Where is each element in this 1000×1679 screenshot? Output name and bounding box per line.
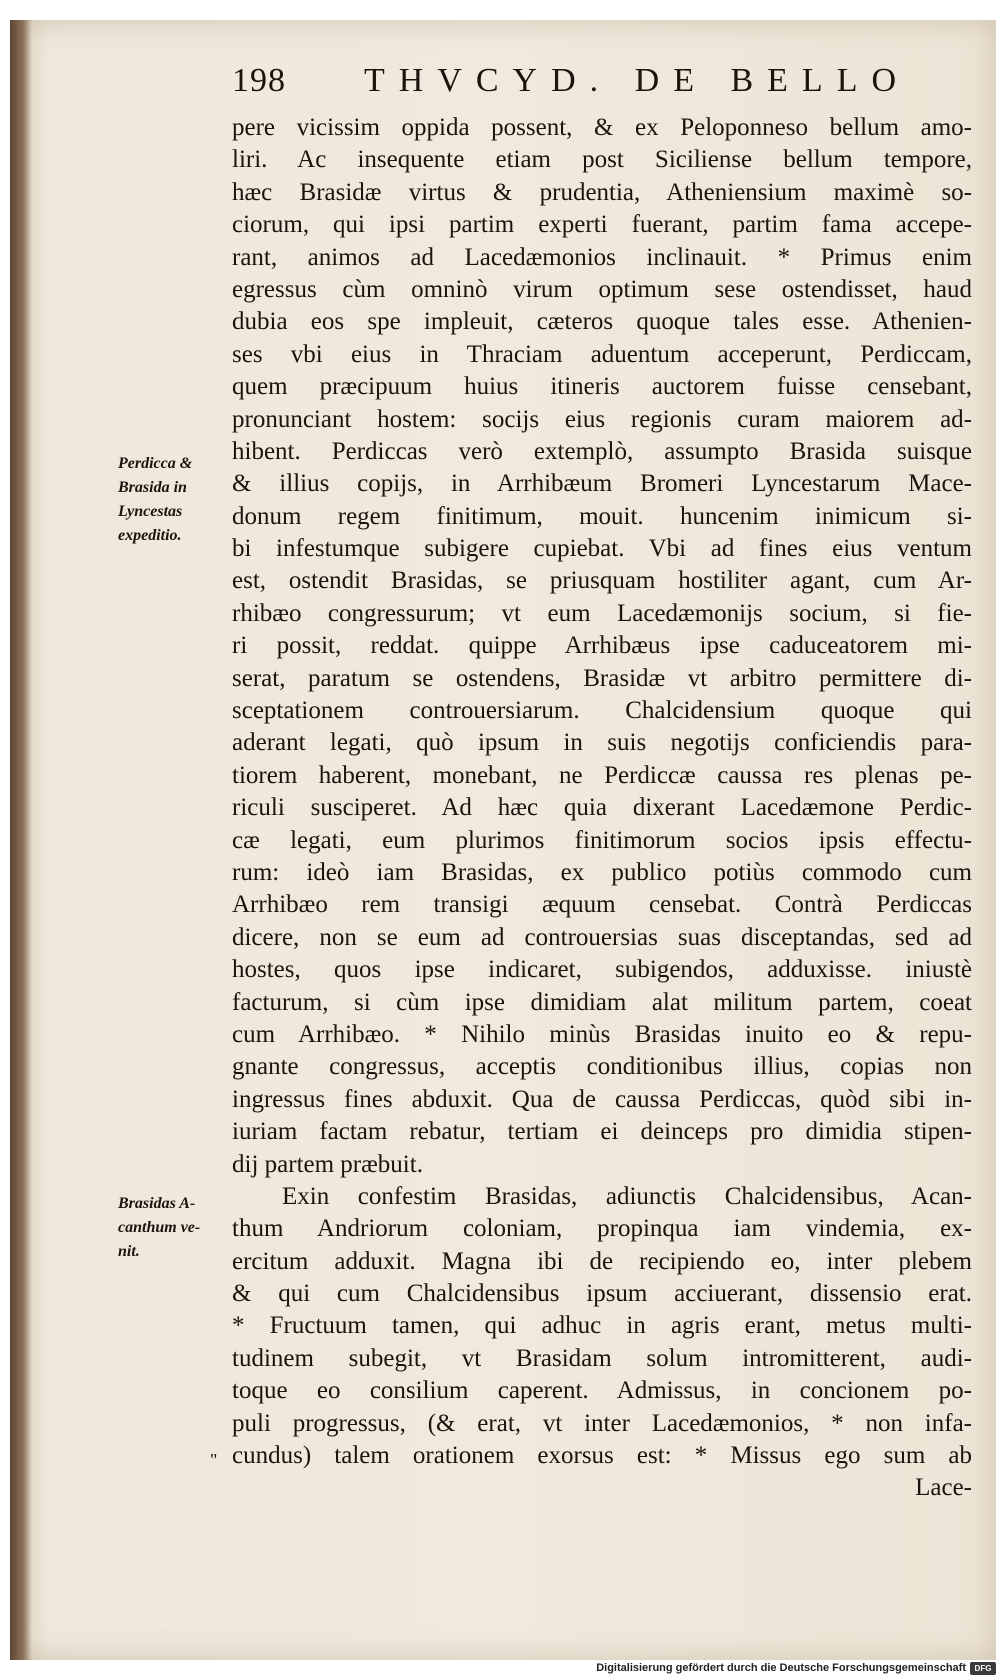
- text-line: rum: ideò iam Brasidas, ex publico potiùs commodo cum: [232, 858, 972, 886]
- text-line: cum Arrhibæo. * Nihilo minùs Brasidas inuito eo & repu-: [232, 1020, 972, 1048]
- text-line: rant, animos ad Lacedæmonios inclinauit. * Primus enim: [232, 243, 972, 271]
- text-line: Arrhibæo rem transigi æquum censebat. Contrà Perdiccas: [232, 891, 972, 919]
- margin-note-line: canthum ve-: [118, 1219, 201, 1236]
- text-line: puli progressus, (& erat, vt inter Lacedæmonios, * non infa-: [232, 1409, 972, 1437]
- text-line: gnante congressus, acceptis conditionibus illius, copias non: [232, 1053, 972, 1081]
- text-line: bi infestumque subigere cupiebat. Vbi ad fines eius ventum: [232, 535, 972, 563]
- running-title: THVCYD. DE BELLO: [364, 62, 911, 99]
- text-line: pronunciant hostem: socijs eius regionis curam maiorem ad-: [232, 405, 972, 433]
- text-line: ercitum adduxit. Magna ibi de recipiendo eo, inter plebem: [232, 1247, 972, 1275]
- text-line: egressus cùm omninò virum optimum sese ostendisset, haud: [232, 275, 972, 303]
- text-line: ciorum, qui ipsi partim experti fuerant, partim fama accepe-: [232, 211, 972, 239]
- text-line: ri possit, reddat. quippe Arrhibæus ipse caduceatorem mi-: [232, 632, 972, 660]
- text-line: & qui cum Chalcidensibus ipsum acciuerant, dissensio erat.: [232, 1280, 972, 1308]
- margin-note-line: Lyncestas: [118, 503, 183, 520]
- quotation-mark: ": [210, 1450, 218, 1470]
- page-header: [232, 62, 922, 110]
- text-line: facturum, si cùm ipse dimidiam alat militum partem, coeat: [232, 988, 972, 1016]
- text-line: hæc Brasidæ virtus & prudentia, Atheniensium maximè so-: [232, 178, 972, 206]
- text-line: rhibæo congressurum; vt eum Lacedæmonijs socium, si fie-: [232, 599, 972, 627]
- book-binding-edge: [10, 20, 32, 1660]
- text-line: dubia eos spe impleuit, cæteros quoque tales esse. Athenien-: [232, 308, 972, 336]
- body-text: [232, 112, 972, 1505]
- text-line: tudinem subegit, vt Brasidam solum intromitterent, audi-: [232, 1344, 972, 1372]
- text-line: cæ legati, eum plurimos finitimorum socios ipsis effectu-: [232, 826, 972, 854]
- text-line: dicere, non se eum ad controuersias suas disceptandas, sed ad: [232, 923, 972, 951]
- text-line: serat, paratum se ostendens, Brasidæ vt arbitro permittere di-: [232, 664, 972, 692]
- text-line: & illius copijs, in Arrhibæum Bromeri Lyncestarum Mace-: [232, 470, 972, 498]
- page-number: 198: [232, 62, 286, 99]
- text-line: hostes, quos ipse indicaret, subigendos, adduxisse. iniustè: [232, 956, 972, 984]
- margin-note-line: expeditio.: [118, 527, 182, 544]
- paragraph-start-line: Exin confestim Brasidas, adiunctis Chalcidensibus, Acan-: [282, 1182, 972, 1210]
- text-line: sceptationem controuersiarum. Chalcidensium quoque qui: [232, 697, 972, 725]
- text-line: ingressus fines abduxit. Qua de caussa Perdiccas, quòd sibi in-: [232, 1085, 972, 1113]
- text-line: pere vicissim oppida possent, & ex Peloponneso bellum amo-: [232, 114, 972, 141]
- text-line: tiorem haberent, monebant, ne Perdiccæ caussa res plenas pe-: [232, 761, 972, 789]
- margin-note-line: nit.: [118, 1243, 140, 1260]
- margin-note-perdicca: [118, 452, 230, 548]
- margin-note-line: Brasida in: [118, 479, 187, 496]
- text-line: cundus) talem orationem exorsus est: * Missus ego sum ab: [232, 1442, 972, 1470]
- text-line: aderant legati, quò ipsum in suis negotijs conficiendis para-: [232, 729, 972, 757]
- text-line: * Fructuum tamen, qui adhuc in agris erant, metus multi-: [232, 1312, 972, 1340]
- text-line: donum regem finitimum, mouit. huncenim inimicum si-: [232, 502, 972, 530]
- text-line: thum Andriorum coloniam, propinqua iam vindemia, ex-: [232, 1215, 972, 1243]
- margin-note-line: Brasidas A-: [118, 1195, 196, 1212]
- dfg-logo-icon: DFG: [970, 1662, 996, 1675]
- text-line: est, ostendit Brasidas, se priusquam hostiliter agant, cum Ar-: [232, 567, 972, 595]
- catchword: Lace-: [915, 1474, 972, 1502]
- text-line: dij partem præbuit.: [232, 1150, 423, 1178]
- text-line: liri. Ac insequente etiam post Siciliense bellum tempore,: [232, 146, 972, 174]
- text-line: ses vbi eius in Thraciam aduentum acceperunt, Perdiccam,: [232, 340, 972, 368]
- margin-note-brasidas: [118, 1192, 230, 1264]
- margin-note-line: Perdicca &: [118, 455, 193, 472]
- text-line: quem præcipuum huius itineris auctorem fuisse censebant,: [232, 373, 972, 401]
- text-line: toque eo consilium caperent. Admissus, in concionem po-: [232, 1377, 972, 1405]
- text-line: hibent. Perdiccas verò extemplò, assumpto Brasida suisque: [232, 437, 972, 465]
- text-line: iuriam factam rebatur, tertiam ei deinceps pro dimidia stipen-: [232, 1118, 972, 1146]
- digitization-credit: Digitalisierung gefördert durch die Deutsche Forschungsgemeinschaft: [596, 1662, 966, 1674]
- text-line: riculi susciperet. Ad hæc quia dixerant Lacedæmone Perdic-: [232, 794, 972, 822]
